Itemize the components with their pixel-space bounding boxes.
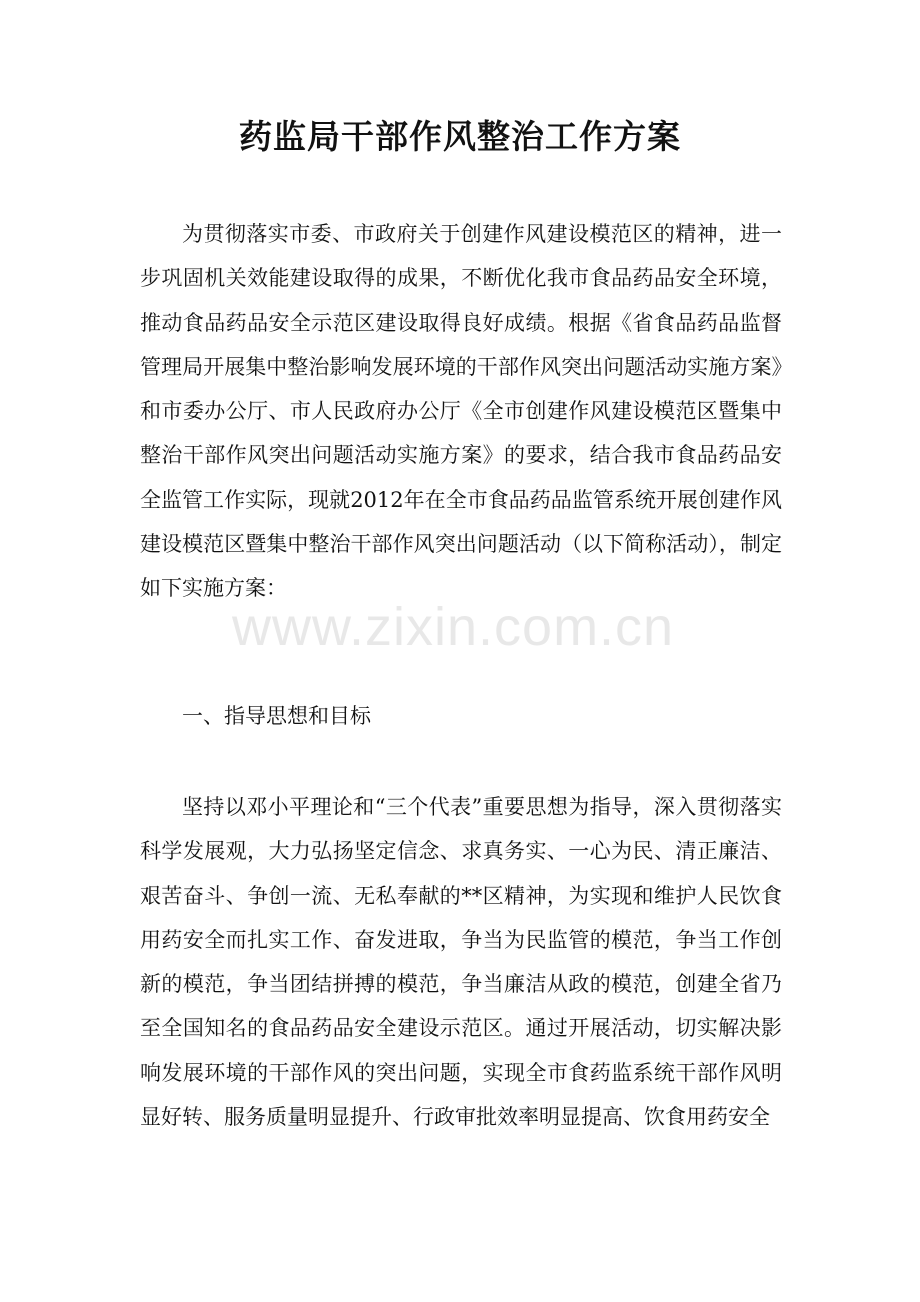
watermark: www.zixin.com.cn: [232, 597, 675, 657]
section-heading-1: 一、指导思想和目标: [182, 704, 371, 728]
body-paragraph-1: 为贯彻落实市委、市政府关于创建作风建设模范区的精神，进一步巩固机关效能建设取得的成果，不断优化我市食品药品安全环境，推动食品药品安全示范区建设取得良好成绩。根据《省食品药品监督管理局开展集中整治影响发展环境的干部作风突出问题活动实施方案》和市委办公厅、市人民政府办公厅《全市创建作风建设模范区暨集中整治干部作风突出问题活动实施方案》的要求，结合我市食品药品安全监管工作实际，现就2012年在全市食品药品监管系统开展创建作风建设模范区暨集中整治干部作风突出问题活动（以下简称活动），制定如下实施方案：: [140, 222, 782, 601]
document-title: 药监局干部作风整治工作方案: [239, 117, 681, 156]
body-paragraph-2: 坚持以邓小平理论和“三个代表”重要思想为指导，深入贯彻落实科学发展观，大力弘扬坚定信念、求真务实、一心为民、清正廉洁、艰苦奋斗、争创一流、无私奉献的**区精神，为实现和维护人民饮食用药安全而扎实工作、奋发进取，争当为民监管的模范，争当工作创新的模范，争当团结拼搏的模范，争当廉洁从政的模范，创建全省乃至全国知名的食品药品安全建设示范区。通过开展活动，切实解决影响发展环境的干部作风的突出问题，实现全市食药监系统干部作风明显好转、服务质量明显提升、行政审批效率明显提高、饮食用药安全: [140, 795, 782, 1130]
